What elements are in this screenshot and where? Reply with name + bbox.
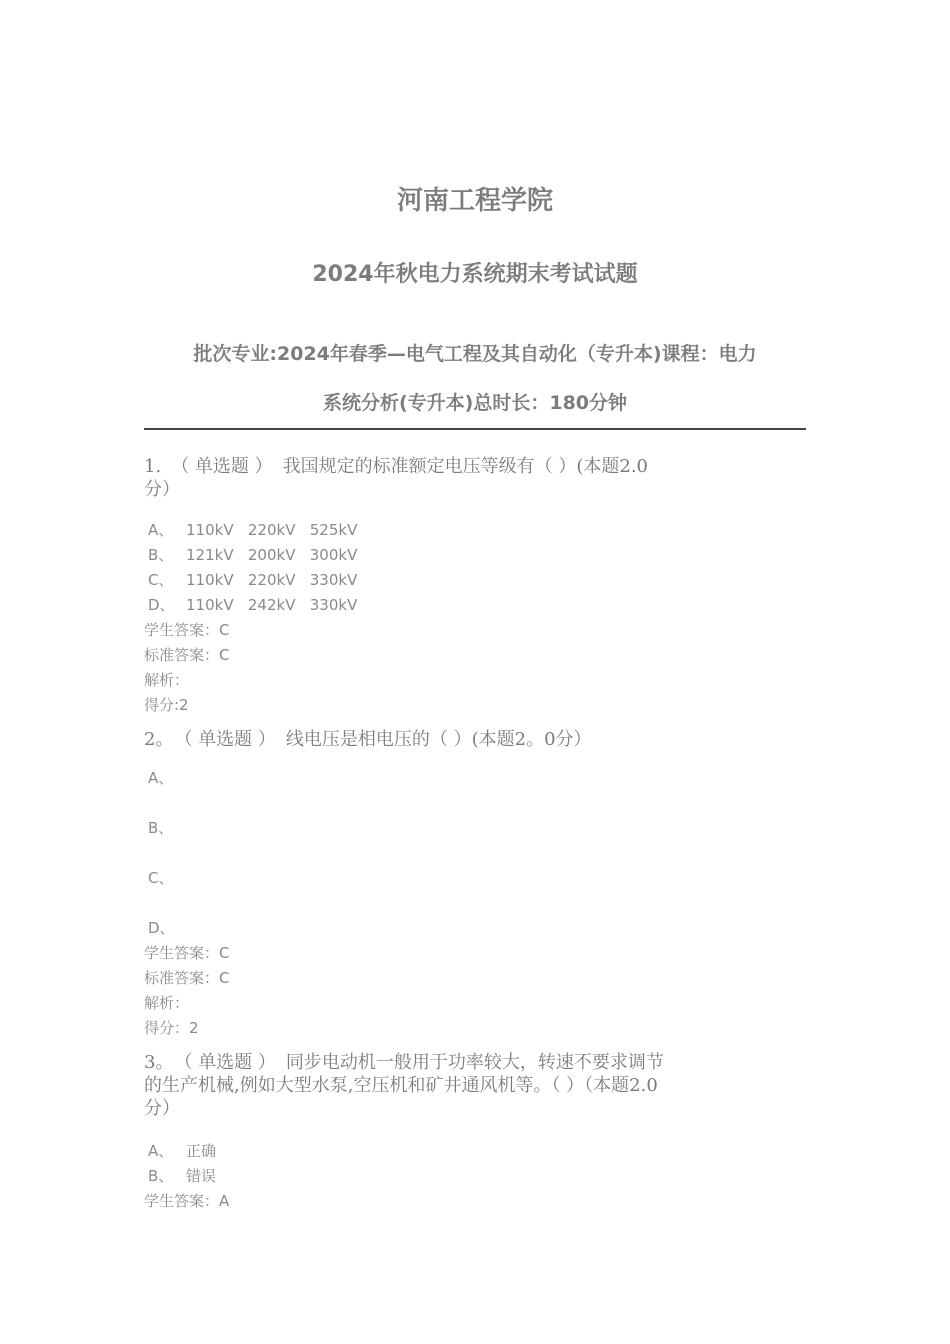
exam-meta [140, 330, 810, 428]
question-1-student-answer: 学生答案：C [144, 621, 230, 639]
question-1-option-a[interactable] [148, 519, 357, 540]
option-label: C、 [148, 571, 174, 589]
question-2-option-a[interactable] [148, 767, 186, 788]
question-1-option-b[interactable] [148, 544, 357, 565]
option-text: 110kV 242kV 330kV [186, 596, 358, 614]
question-2-standard-answer: 标准答案：C [144, 969, 230, 987]
exam-meta-line-2: 系统分析(专升本)总时长：180分钟 [322, 392, 628, 414]
option-label: A、 [148, 521, 174, 539]
question-2-analysis: 解析： [144, 994, 190, 1012]
question-1-stem [144, 455, 804, 501]
option-text: 110kV 220kV 525kV [186, 521, 358, 539]
question-text-continued: 的生产机械,例如大型水泵,空压机和矿井通风机等。（ ）（本题2.0 [144, 1075, 658, 1096]
question-2-option-b[interactable] [148, 817, 186, 838]
option-text: 错误 [186, 1167, 217, 1185]
option-text: 121kV 200kV 300kV [186, 546, 358, 564]
exam-meta-line-1: 批次专业:2024年春季—电气工程及其自动化（专升本)课程：电力 [193, 343, 757, 365]
question-text-continued: 分） [144, 479, 180, 500]
question-1-analysis: 解析： [144, 671, 190, 689]
question-type: （ 单选题 ） [183, 1052, 276, 1073]
question-1-option-c[interactable] [148, 569, 357, 590]
option-label: B、 [148, 819, 174, 837]
question-text-continued-2: 分） [144, 1098, 180, 1119]
school-title: 河南工程学院 [396, 186, 553, 216]
question-text: 我国规定的标准额定电压等级有（ ）(本题2.0 [282, 456, 649, 477]
option-label: D、 [148, 919, 175, 937]
question-2-stem [144, 728, 804, 751]
question-2-option-c[interactable] [148, 867, 186, 888]
question-3-option-b[interactable] [148, 1165, 216, 1186]
option-label: A、 [148, 1142, 174, 1160]
exam-title: 2024年秋电力系统期末考试试题 [312, 262, 638, 287]
question-text: 同步电动机一般用于功率较大，转速不要求调节 [285, 1052, 664, 1073]
question-1-score: 得分:2 [144, 696, 189, 714]
question-text: 线电压是相电压的（ ）(本题2。0分） [285, 729, 592, 750]
option-text: 110kV 220kV 330kV [186, 571, 358, 589]
question-number: 3。 [144, 1052, 174, 1073]
option-label: D、 [148, 596, 175, 614]
question-type: （ 单选题 ） [183, 729, 276, 750]
header-divider [144, 428, 806, 430]
question-2-student-answer: 学生答案：C [144, 944, 230, 962]
question-2-option-d[interactable] [148, 917, 186, 938]
question-3-stem [144, 1051, 804, 1120]
option-label: B、 [148, 1167, 174, 1185]
option-label: B、 [148, 546, 174, 564]
question-type: （ 单选题 ） [171, 456, 273, 477]
question-number: 2。 [144, 729, 174, 750]
question-3-student-answer: 学生答案：A [144, 1192, 230, 1210]
question-1-standard-answer: 标准答案：C [144, 646, 230, 664]
question-1-option-d[interactable] [148, 594, 357, 615]
option-label: C、 [148, 869, 174, 887]
option-text: 正确 [186, 1142, 217, 1160]
question-3-option-a[interactable] [148, 1140, 216, 1161]
option-label: A、 [148, 769, 174, 787]
question-2-score: 得分：2 [144, 1019, 199, 1037]
question-number: 1. [144, 456, 162, 477]
